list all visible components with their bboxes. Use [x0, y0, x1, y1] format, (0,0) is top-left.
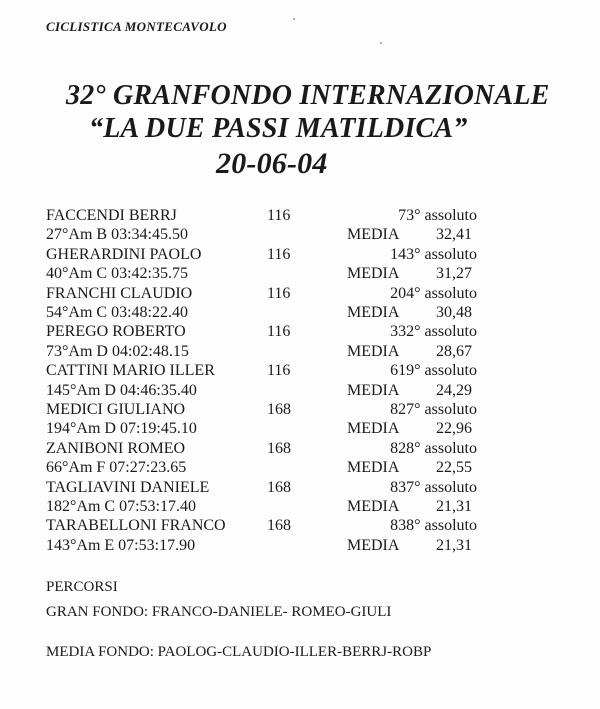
- course-code: 168: [267, 478, 291, 496]
- average-speed: 21,31: [436, 536, 472, 554]
- scan-speck: [380, 42, 382, 44]
- media-label: MEDIA: [347, 381, 400, 399]
- course-code: 168: [267, 401, 291, 418]
- course-code: 116: [267, 207, 291, 224]
- event-title: 32° GRANFONDO INTERNAZIONALE: [66, 80, 550, 111]
- event-subtitle: “LA DUE PASSI MATILDICA”: [89, 113, 468, 144]
- routes-heading: PERCORSI: [46, 579, 118, 595]
- media-fondo-line: MEDIA FONDO: PAOLOG-CLAUDIO-ILLER-BERRJ-ROBP: [46, 644, 432, 660]
- result-detail-row: [0, 382, 600, 401]
- result-row: [0, 285, 600, 304]
- category-time: 54°Am C 03:48:22.40: [46, 304, 188, 321]
- rider-name: CATTINI MARIO ILLER: [46, 362, 215, 380]
- media-label: MEDIA: [347, 304, 400, 321]
- absolute-position: 838° assoluto: [390, 517, 477, 535]
- result-detail-row: [0, 537, 600, 556]
- average-speed: 22,55: [436, 459, 472, 477]
- media-label: MEDIA: [347, 420, 400, 438]
- rider-name: TAGLIAVINI DANIELE: [46, 478, 210, 496]
- absolute-position: 827° assoluto: [390, 401, 477, 418]
- rider-name: PEREGO ROBERTO: [46, 323, 186, 341]
- result-row: [0, 323, 600, 342]
- category-time: 194°Am D 07:19:45.10: [46, 420, 197, 438]
- result-detail-row: [0, 343, 600, 362]
- media-label: MEDIA: [347, 226, 400, 244]
- result-row: [0, 401, 600, 420]
- result-row: [0, 246, 600, 265]
- course-code: 116: [267, 284, 291, 302]
- media-label: MEDIA: [347, 459, 400, 477]
- result-row: [0, 207, 600, 226]
- result-row: [0, 479, 600, 498]
- category-time: 143°Am E 07:53:17.90: [46, 536, 196, 554]
- rider-name: TARABELLONI FRANCO: [46, 517, 226, 535]
- media-label: MEDIA: [347, 536, 400, 554]
- media-label: MEDIA: [347, 265, 400, 283]
- result-detail-row: [0, 226, 600, 245]
- category-time: 73°Am D 04:02:48.15: [46, 342, 189, 360]
- result-detail-row: [0, 459, 600, 478]
- category-time: 145°Am D 04:46:35.40: [46, 381, 197, 399]
- course-code: 116: [267, 323, 291, 341]
- gran-fondo-line: GRAN FONDO: FRANCO-DANIELE- ROMEO-GIULI: [46, 604, 392, 620]
- category-time: 27°Am B 03:34:45.50: [46, 226, 188, 244]
- average-speed: 30,48: [436, 304, 472, 321]
- course-code: 116: [267, 362, 291, 380]
- result-row: [0, 517, 600, 536]
- absolute-position: 73° assoluto: [398, 207, 477, 224]
- category-time: 40°Am C 03:42:35.75: [46, 265, 188, 283]
- average-speed: 24,29: [436, 381, 472, 399]
- absolute-position: 332° assoluto: [390, 323, 477, 341]
- media-label: MEDIA: [347, 342, 400, 360]
- result-row: [0, 440, 600, 459]
- average-speed: 28,67: [436, 342, 472, 360]
- rider-name: FRANCHI CLAUDIO: [46, 284, 193, 302]
- event-date: 20-06-04: [216, 147, 328, 180]
- course-code: 168: [267, 517, 291, 535]
- category-time: 66°Am F 07:27:23.65: [46, 459, 187, 477]
- average-speed: 32,41: [436, 226, 472, 244]
- scan-speck: [293, 18, 295, 20]
- absolute-position: 143° assoluto: [390, 245, 477, 263]
- category-time: 182°Am C 07:53:17.40: [46, 498, 196, 515]
- result-detail-row: [0, 498, 600, 517]
- absolute-position: 204° assoluto: [390, 284, 477, 302]
- result-detail-row: [0, 420, 600, 439]
- rider-name: MEDICI GIULIANO: [46, 401, 186, 418]
- absolute-position: 837° assoluto: [390, 478, 477, 496]
- club-name: CICLISTICA MONTECAVOLO: [46, 19, 227, 34]
- rider-name: FACCENDI BERRJ: [46, 207, 177, 224]
- average-speed: 22,96: [436, 420, 472, 438]
- average-speed: 31,27: [436, 265, 472, 283]
- media-label: MEDIA: [347, 498, 400, 515]
- course-code: 168: [267, 439, 291, 457]
- absolute-position: 619° assoluto: [390, 362, 477, 380]
- absolute-position: 828° assoluto: [390, 439, 477, 457]
- result-detail-row: [0, 304, 600, 323]
- average-speed: 21,31: [436, 498, 472, 515]
- rider-name: GHERARDINI PAOLO: [46, 245, 202, 263]
- course-code: 116: [267, 245, 291, 263]
- rider-name: ZANIBONI ROMEO: [46, 439, 186, 457]
- result-row: [0, 362, 600, 381]
- result-detail-row: [0, 265, 600, 284]
